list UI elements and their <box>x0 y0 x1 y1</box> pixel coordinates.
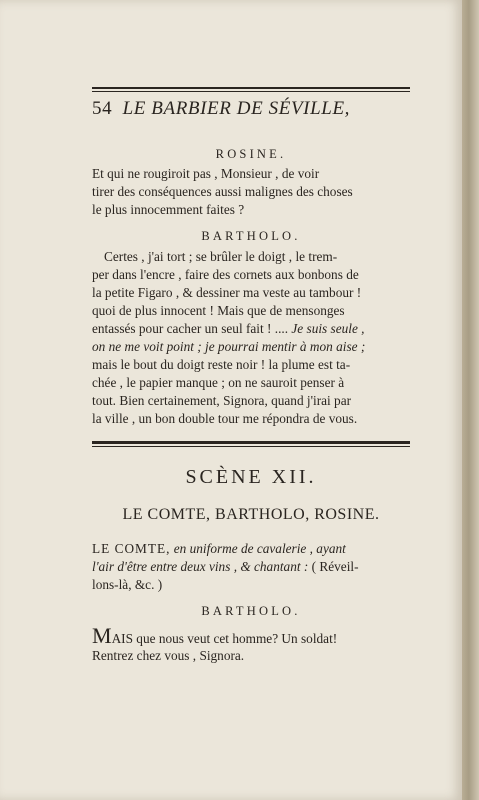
scene-cast: LE COMTE, BARTHOLO, ROSINE. <box>122 506 380 523</box>
speaker-le-comte: LE COMTE, <box>92 541 171 556</box>
text-roman: ( Réveil- <box>311 559 359 574</box>
text-italic: en uniforme de cavalerie , ayant <box>173 541 346 556</box>
speaker-rosine: ROSINE. <box>215 147 287 161</box>
text-roman: AIS que nous veut cet homme? Un soldat! <box>111 631 338 646</box>
text-line: tout. Bien certainement, Signora, quand j'irai par <box>92 393 352 408</box>
header-rule-thick <box>92 87 410 89</box>
running-header <box>92 98 412 120</box>
stage-direction-line <box>92 540 410 558</box>
text-line: la ville , un bon double tour me répondra de vous. <box>92 411 358 426</box>
drop-capital: M <box>92 623 112 648</box>
text-line: per dans l'encre , faire des cornets aux bonbons de <box>92 267 359 282</box>
text-line <box>92 623 410 648</box>
text-line: chée , le papier manque ; on ne sauroit penser à <box>92 375 345 390</box>
page-number: 54 <box>92 98 113 119</box>
text-line: Rentrez chez vous , Signora. <box>92 648 245 663</box>
speaker-bartholo: BARTHOLO. <box>201 604 301 618</box>
text-line: mais le bout du doigt reste noir ! la plume est ta- <box>92 357 351 372</box>
stage-direction-line: lons-là, &c. ) <box>92 577 163 592</box>
text-line: Et qui ne rougiroit pas , Monsieur , de voir <box>92 166 320 181</box>
text-line: Certes , j'ai tort ; se brûler le doigt , le trem- <box>104 249 338 264</box>
book-page-edge <box>462 0 479 800</box>
scene-title: SCÈNE XII. <box>185 466 317 488</box>
scene-rule-thin <box>92 446 410 447</box>
scene-rule-thick <box>92 441 410 444</box>
stage-direction-line <box>92 558 410 576</box>
running-title: LE BARBIER DE SÉVILLE, <box>122 98 351 119</box>
text-line <box>92 320 410 338</box>
text-line: le plus innocemment faites ? <box>92 202 245 217</box>
text-line: tirer des conséquences aussi malignes des choses <box>92 184 353 199</box>
header-rule-thin <box>92 91 410 92</box>
text-line: la petite Figaro , & dessiner ma veste au tambour ! <box>92 285 362 300</box>
speaker-bartholo: BARTHOLO. <box>201 229 301 243</box>
text-italic: l'air d'être entre deux vins , & chantant : <box>92 559 309 574</box>
text-roman: entassés pour cacher un seul fait ! .... <box>92 321 289 336</box>
text-line: quoi de plus innocent ! Mais que de mensonges <box>92 303 345 318</box>
text-italic: Je suis seule , <box>291 321 365 336</box>
text-line: on ne me voit point ; je pourrai mentir à mon aise ; <box>92 339 366 354</box>
